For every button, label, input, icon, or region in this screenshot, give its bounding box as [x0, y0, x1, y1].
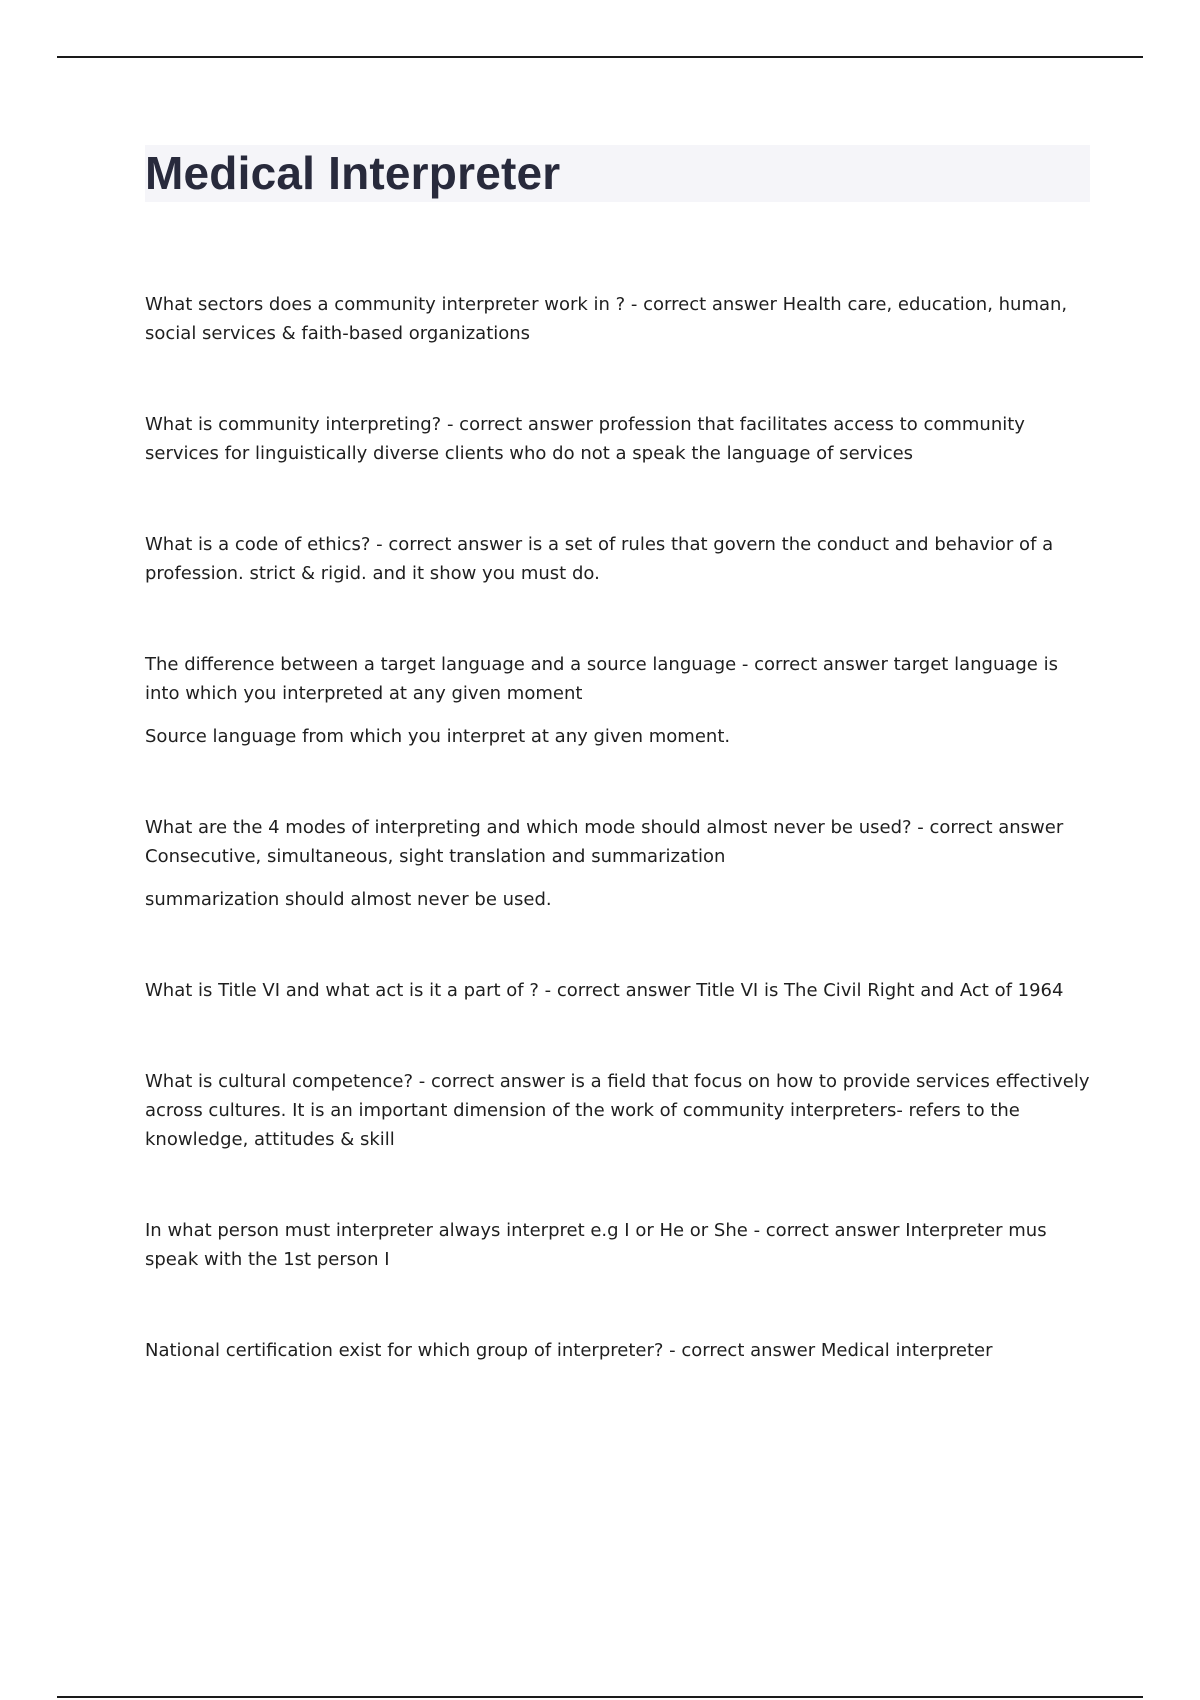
title-banner: [145, 145, 1090, 202]
qa-item: [145, 290, 1090, 348]
qa-text: What is cultural competence? - correct answer is a field that focus on how to provide services effectively across cultures. It is an important dimension of the work of community interpreters- refers to the knowledge, attitudes & skill: [145, 1071, 1090, 1150]
qa-extra-text: Source language from which you interpret at any given moment.: [145, 726, 731, 747]
qa-item: [145, 410, 1090, 468]
qa-text: What sectors does a community interpreter work in ? - correct answer Health care, education, human, social services & faith-based organizations: [145, 294, 1068, 344]
qa-text: The difference between a target language and a source language - correct answer target language is into which you interpreted at any given moment: [145, 654, 1058, 704]
qa-item: [145, 1336, 1090, 1365]
qa-text: What is Title VI and what act is it a part of ? - correct answer Title VI is The Civil Right and Act of 1964: [145, 980, 1064, 1001]
page-title: Medical Interpreter: [145, 147, 561, 199]
qa-item: [145, 813, 1090, 914]
qa-item: [145, 1067, 1090, 1154]
qa-list: [145, 290, 1090, 1365]
qa-text: What are the 4 modes of interpreting and which mode should almost never be used? - correct answer Consecutive, simultaneous, sight translation and summarization: [145, 817, 1064, 867]
qa-text: National certification exist for which group of interpreter? - correct answer Medical interpreter: [145, 1340, 993, 1361]
bottom-rule: [57, 1696, 1143, 1698]
qa-item: [145, 530, 1090, 588]
qa-extra-text: summarization should almost never be used.: [145, 889, 552, 910]
qa-text: What is community interpreting? - correct answer profession that facilitates access to community services for linguistically diverse clients who do not a speak the language of services: [145, 414, 1025, 464]
qa-item: [145, 650, 1090, 751]
qa-item: [145, 1216, 1090, 1274]
qa-item: [145, 976, 1090, 1005]
top-rule: [57, 56, 1143, 58]
qa-text: In what person must interpreter always interpret e.g I or He or She - correct answer Interpreter mus speak with the 1st person I: [145, 1220, 1047, 1270]
qa-text: What is a code of ethics? - correct answer is a set of rules that govern the conduct and behavior of a profession. strict & rigid. and it show you must do.: [145, 534, 1054, 584]
